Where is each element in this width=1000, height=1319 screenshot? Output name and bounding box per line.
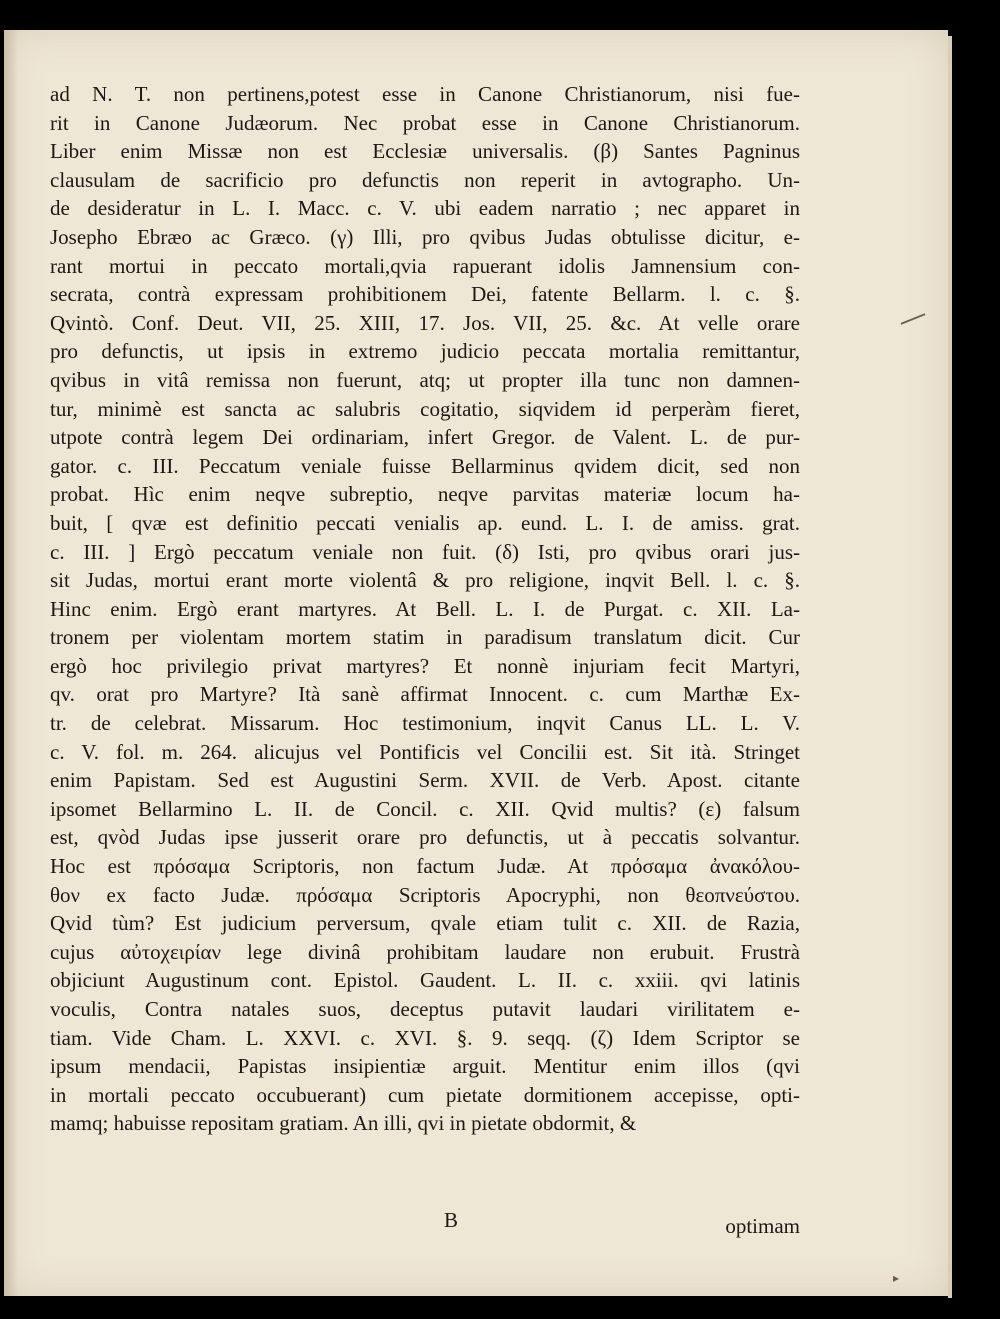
text-line: ipsomet Bellarmino L. II. de Concil. c. XII. Qvid multis? (ε) falsum [50, 796, 800, 821]
main-text-block [50, 80, 800, 1138]
page-edge-strip [948, 36, 952, 1298]
text-line: ipsum mendacii, Papistas insipientiæ arguit. Mentitur enim illos (qvi [50, 1054, 800, 1079]
text-line: est, qvòd Judas ipse jusserit orare pro defunctis, ut à peccatis solvantur. [50, 825, 800, 850]
text-line: in mortali peccato occubuerant) cum pietate dormitionem accepisse, opti- [50, 1082, 800, 1107]
text-line: θον ex facto Judæ. πρόσαμα Scriptoris Apocryphi, non θεοπνεύστου. [50, 882, 800, 907]
text-line: ergò hoc privilegio privat martyres? Et nonnè injuriam fecit Martyri, [50, 653, 800, 678]
text-line: de desideratur in L. I. Macc. c. V. ubi eadem narratio ; nec apparet in [50, 196, 800, 221]
text-line: Qvid tùm? Est judicium perversum, qvale etiam tulit c. XII. de Razia, [50, 911, 800, 936]
text-line: cujus αὐτοχειρίαν lege divinâ prohibitam laudare non erubuit. Frustrà [50, 939, 800, 964]
text-line: tronem per violentam mortem statim in paradisum translatum dicit. Cur [50, 625, 800, 650]
text-line: clausulam de sacrificio pro defunctis non reperit in avtographo. Un- [50, 167, 800, 192]
page-gutter-shadow [4, 30, 18, 1296]
text-line: gator. c. III. Peccatum veniale fuisse Bellarminus qvidem dicit, sed non [50, 453, 800, 478]
text-line: Josepho Ebræo ac Græco. (γ) Illi, pro qvibus Judas obtulisse dicitur, e- [50, 224, 800, 249]
text-line: probat. Hìc enim neqve subreptio, neqve parvitas materiæ locum ha- [50, 482, 800, 507]
signature-mark: B [444, 1208, 459, 1232]
text-line: pro defunctis, ut ipsis in extremo judicio peccata mortalia remittantur, [50, 339, 800, 364]
text-line: buit, [ qvæ est definitio peccati venialis ap. eund. L. I. de amiss. grat. [50, 510, 800, 535]
text-line: tr. de celebrat. Missarum. Hoc testimonium, inqvit Canus LL. L. V. [50, 711, 800, 736]
text-line: objiciunt Augustinum cont. Epistol. Gaudent. L. II. c. xxiii. qvi latinis [50, 968, 800, 993]
text-line: enim Papistam. Sed est Augustini Serm. XVII. de Verb. Apost. citante [50, 768, 800, 793]
corner-arrow-icon: ▸ [893, 1271, 900, 1285]
text-line: ad N. T. non pertinens,potest esse in Canone Christianorum, nisi fue- [50, 82, 800, 106]
text-line: tiam. Vide Cham. L. XXVI. c. XVI. §. 9. seqq. (ζ) Idem Scriptor se [50, 1025, 800, 1050]
text-line: Hinc enim. Ergò erant martyres. At Bell. L. I. de Purgat. c. XII. La- [50, 596, 800, 621]
text-line: qvibus in vitâ remissa non fuerunt, atq; ut propter illa tunc non damnen- [50, 367, 800, 392]
text-line: qv. orat pro Martyre? Ità sanè affirmat Innocent. c. cum Marthæ Ex- [50, 682, 800, 707]
text-line: rant mortui in peccato mortali,qvia rapuerant idolis Jamnensium con- [50, 253, 800, 278]
text-line: Hoc est πρόσαμα Scriptoris, non factum Judæ. At πρόσαμα ἀνακόλου- [50, 854, 800, 879]
text-line: c. V. fol. m. 264. alicujus vel Pontificis vel Concilii est. Sit ità. Stringet [50, 739, 800, 764]
page-footer [50, 1208, 800, 1238]
text-line: utpote contrà legem Dei ordinariam, infert Gregor. de Valent. L. de pur- [50, 425, 800, 450]
text-line: voculis, Contra natales suos, deceptus putavit laudari virilitatem e- [50, 997, 800, 1021]
text-line: secrata, contrà expressam prohibitionem Dei, fatente Bellarm. l. c. §. [50, 282, 800, 307]
text-line: c. III. ] Ergò peccatum veniale non fuit. (δ) Isti, pro qvibus orari jus- [50, 539, 800, 564]
text-line: Liber enim Missæ non est Ecclesiæ universalis. (β) Santes Pagninus [50, 139, 800, 164]
text-line: sit Judas, mortui erant morte violentâ & pro religione, inqvit Bell. l. c. §. [50, 568, 800, 593]
text-line: tur, minimè est sancta ac salubris cogitatio, siqvidem id perperàm fieret, [50, 396, 800, 421]
text-line: Qvintò. Conf. Deut. VII, 25. XIII, 17. Jos. VII, 25. &c. At velle orare [50, 310, 800, 335]
text-line: mamq; habuisse repositam gratiam. An illi, qvi in pietate obdormit, & [50, 1111, 637, 1136]
catchword: optimam [725, 1214, 800, 1238]
text-line: rit in Canone Judæorum. Nec probat esse in Canone Christianorum. [50, 110, 800, 135]
